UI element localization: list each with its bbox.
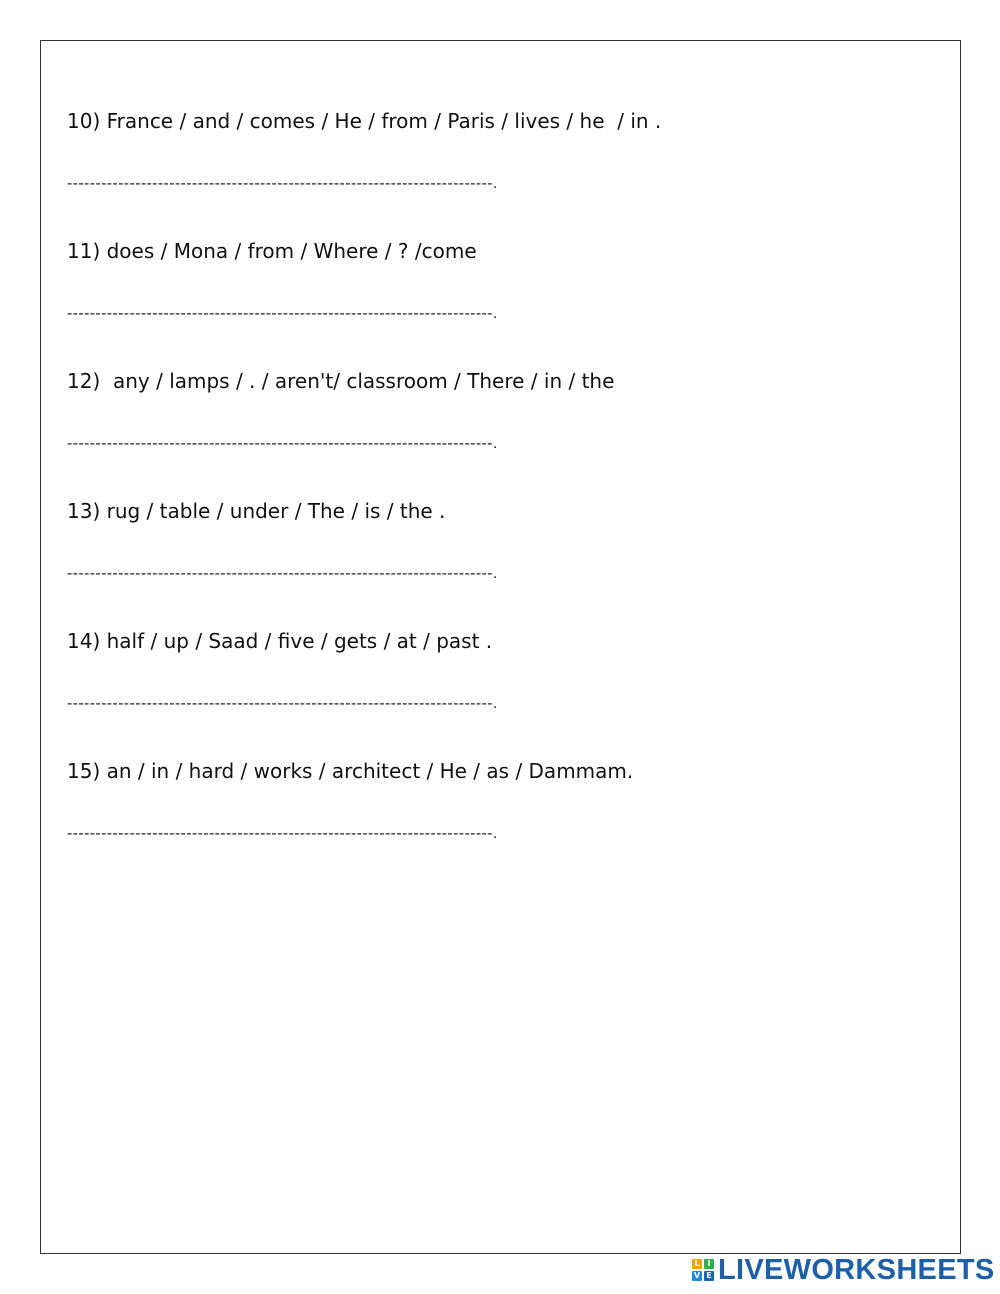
- answer-line[interactable]: ---------------------------------------------------------------------------.: [67, 175, 498, 192]
- liveworksheets-logo-icon: [692, 1259, 714, 1281]
- logo-letter-e: E: [704, 1271, 714, 1281]
- answer-line[interactable]: ---------------------------------------------------------------------------.: [67, 565, 498, 582]
- exercise-prompt: 13) rug / table / under / The / is / the .: [67, 499, 446, 523]
- exercise-prompt: 14) half / up / Saad / five / gets / at / past .: [67, 629, 493, 653]
- exercise-prompt: 11) does / Mona / from / Where / ? /come: [67, 239, 477, 263]
- logo-letter-v: V: [693, 1271, 701, 1280]
- answer-line[interactable]: ---------------------------------------------------------------------------.: [67, 435, 498, 452]
- answer-line[interactable]: ---------------------------------------------------------------------------.: [67, 695, 498, 712]
- liveworksheets-brand[interactable]: [692, 1256, 995, 1284]
- answer-line[interactable]: ---------------------------------------------------------------------------.: [67, 305, 498, 322]
- logo-letter-l: L: [692, 1259, 702, 1269]
- exercise-prompt: 10) France / and / comes / He / from / Paris / lives / he / in .: [67, 109, 662, 133]
- brand-name: LIVEWORKSHEETS: [718, 1254, 995, 1286]
- exercise-prompt: 12) any / lamps / . / aren't/ classroom / There / in / the: [67, 369, 615, 393]
- answer-line[interactable]: ---------------------------------------------------------------------------.: [67, 825, 498, 842]
- logo-letter-i: I: [704, 1259, 714, 1269]
- exercise-prompt: 15) an / in / hard / works / architect / He / as / Dammam.: [67, 759, 634, 783]
